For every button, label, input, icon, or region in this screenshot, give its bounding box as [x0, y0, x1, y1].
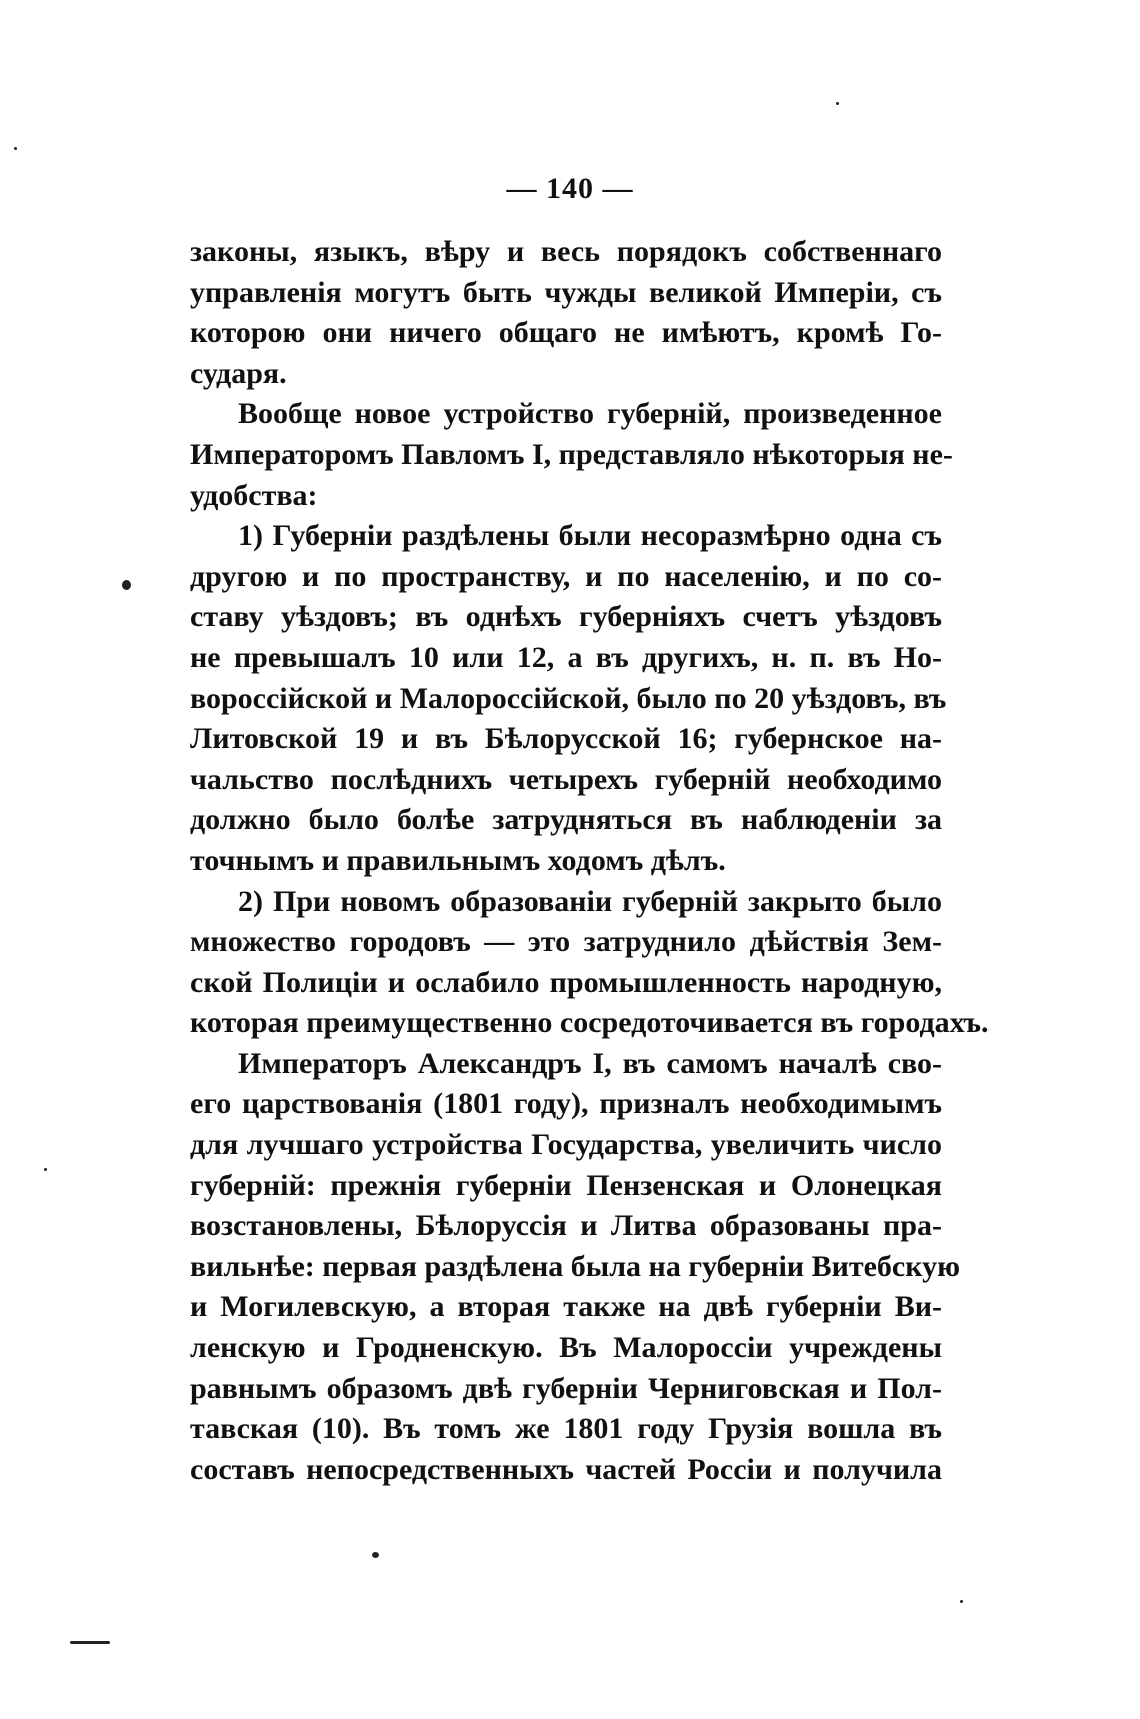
text-line: точнымъ и правильнымъ ходомъ дѣлъ.: [190, 843, 726, 877]
text-line: законы, языкъ, вѣру и весь порядокъ собственнаго: [190, 235, 942, 268]
body-text: [190, 232, 989, 1490]
page-number: — 140 —: [506, 172, 634, 205]
scan-speck: [122, 580, 131, 590]
text-line: управленія могутъ быть чужды великой Имперіи, съ: [190, 275, 942, 309]
text-line: ленскую и Гродненскую. Въ Малороссіи учреждены: [190, 1331, 942, 1365]
text-line: для лучшаго устройства Государства, увеличить число: [190, 1128, 942, 1162]
text-line: его царствованія (1801 году), призналъ необходимымъ: [190, 1087, 942, 1121]
text-line: удобства:: [190, 478, 318, 512]
scan-speck: [960, 1600, 963, 1603]
text-line: 2) При новомъ образованіи губерній закрыто было: [238, 884, 942, 918]
text-line: и Могилевскую, а вторая также на двѣ губерніи Ви-: [190, 1290, 942, 1324]
text-line: тавская (10). Въ томъ же 1801 году Грузія вошла въ: [190, 1412, 942, 1446]
text-line: возстановлены, Бѣлоруссія и Литва образованы пра-: [190, 1209, 942, 1243]
text-line: равнымъ образомъ двѣ губерніи Черниговская и Пол-: [190, 1371, 942, 1405]
text-line: губерній: прежнія губерніи Пензенская и Олонецкая: [190, 1168, 942, 1202]
scan-speck: [70, 1641, 110, 1644]
text-line: Императоръ Александръ I, въ самомъ началѣ сво-: [238, 1046, 942, 1080]
text-line: которая преимущественно сосредоточивается въ городахъ.: [190, 1006, 989, 1040]
text-line: 1) Губерніи раздѣлены были несоразмѣрно одна съ: [238, 519, 942, 553]
text-line: не превышалъ 10 или 12, а въ другихъ, н. п. въ Но-: [190, 640, 942, 674]
text-line: другою и по пространству, и по населенію, и по со-: [190, 559, 942, 593]
text-line: сударя.: [190, 356, 287, 390]
text-line: Вообще новое устройство губерній, произведенное: [238, 397, 942, 431]
text-line: Литовской 19 и въ Бѣлорусской 16; губернское на-: [190, 722, 942, 756]
text-line: чальство послѣднихъ четырехъ губерній необходимо: [190, 762, 942, 796]
text-line: составъ непосредственныхъ частей Россіи и получила: [190, 1452, 942, 1486]
scan-speck: [44, 1168, 47, 1171]
text-line: которою они ничего общаго не имѣютъ, кромѣ Го-: [190, 316, 942, 350]
text-line: должно было болѣе затрудняться въ наблюденіи за: [190, 803, 942, 837]
scan-speck: [836, 102, 839, 105]
text-line: ской Полиціи и ослабило промышленность народную,: [190, 965, 942, 999]
text-line: множество городовъ — это затруднило дѣйствія Зем-: [190, 925, 942, 959]
scan-speck: [14, 147, 17, 150]
text-line: вильнѣе: первая раздѣлена была на губерніи Витебскую: [190, 1249, 961, 1283]
scan-speck: [372, 1552, 379, 1558]
text-line: ставу уѣздовъ; въ однѣхъ губерніяхъ счетъ уѣздовъ: [190, 600, 942, 634]
text-line: Императоромъ Павломъ I, представляло нѣкоторыя не-: [190, 437, 953, 471]
text-line: вороссійской и Малороссійской, было по 20 уѣздовъ, въ: [190, 681, 947, 715]
